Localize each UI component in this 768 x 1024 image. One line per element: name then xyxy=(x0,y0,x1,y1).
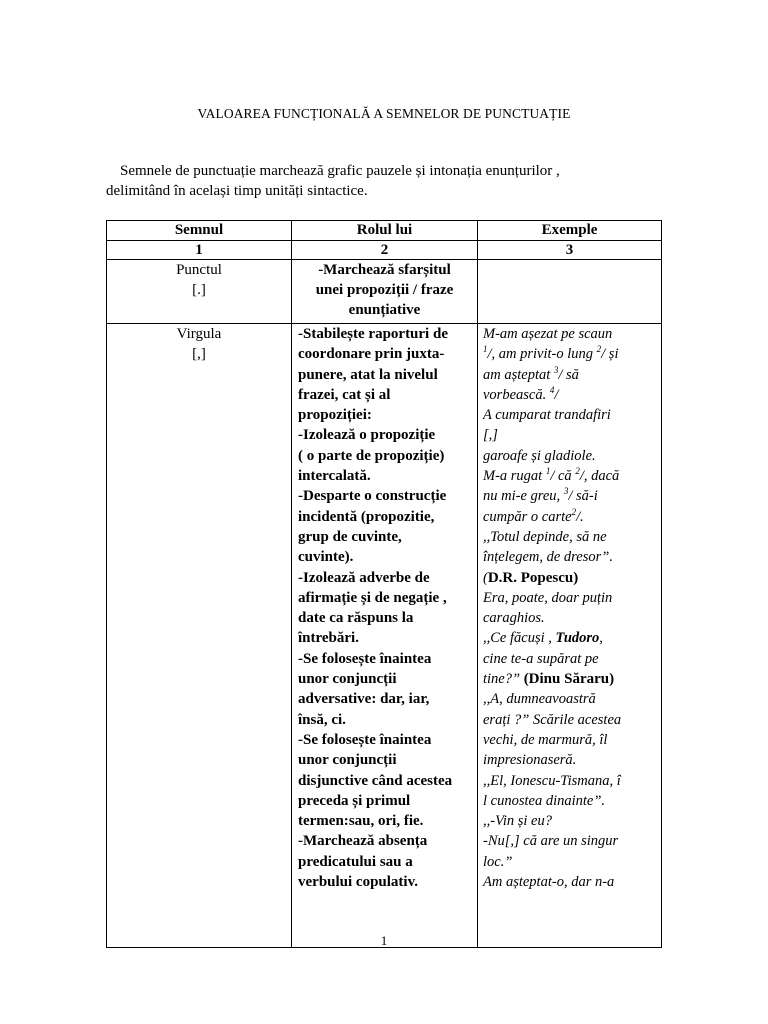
role-line: -Marchează absența xyxy=(298,833,428,850)
role-line: -Se folosește înaintea xyxy=(298,650,432,667)
example-line: Era, poate, doar puțin xyxy=(483,589,613,606)
example-line: cine te-a supărat pe xyxy=(483,650,599,667)
page-number: 1 xyxy=(380,933,388,948)
role-text: adversative: xyxy=(298,691,381,708)
role-line: unor conjuncții xyxy=(298,752,397,769)
example-line: loc.” xyxy=(483,853,513,870)
example-line: garoafe și gladiole. xyxy=(483,447,596,464)
role-line: disjunctive când acestea xyxy=(298,772,453,789)
role-line xyxy=(298,689,477,709)
role-line: date ca răspuns la xyxy=(298,610,414,627)
example-line: ,,El, Ionescu-Tismana, î xyxy=(483,772,621,789)
example-line: (D.R. Popescu) xyxy=(483,569,579,586)
role-line: -Se folosește înaintea xyxy=(298,731,432,748)
example-line: înțelegem, de dresor”. xyxy=(483,549,613,566)
conjunction-list: sau, ori, fie. xyxy=(348,813,424,830)
sign-symbol-punctul: [.] xyxy=(192,282,206,298)
example-line: caraghios. xyxy=(483,610,545,627)
header-exemple: Exemple xyxy=(478,221,662,241)
example-line: ,,-Vin și eu? xyxy=(483,813,552,830)
example-line: vechi, de marmură, îl xyxy=(483,731,608,748)
example-line: erați ?” Scările acestea xyxy=(483,711,622,728)
role-line: incidentă (propozitie, xyxy=(298,508,435,525)
quote-author: (Dinu Săraru) xyxy=(523,671,615,688)
column-number-3: 3 xyxy=(478,241,662,260)
example-line: tine?” (Dinu Săraru) xyxy=(483,671,615,688)
intro-line-1: Semnele de punctuație marchează grafic pauzele și intonația enunțurilor , xyxy=(120,163,560,179)
quote-author: D.R. Popescu) xyxy=(487,569,579,586)
role-line: unor conjuncții xyxy=(298,671,397,688)
example-line: impresionaseră. xyxy=(483,752,577,769)
example-line: Am așteptat-o, dar n-a xyxy=(483,874,615,891)
example-line: am așteptat $^3$/ să xyxy=(483,364,579,383)
example-line: l cunostea dinainte”. xyxy=(483,792,606,809)
example-cell-punctul xyxy=(478,260,662,324)
example-line: M-a rugat $^1$/ că $^2$/, dacă xyxy=(483,466,620,485)
column-number-1: 1 xyxy=(107,241,292,260)
document-title: VALOAREA FUNCȚIONALĂ A SEMNELOR DE PUNCTUAȚIE xyxy=(197,106,571,121)
example-line: vorbească. $^4$/ xyxy=(483,385,559,403)
role-line: grup de cuvinte, xyxy=(298,528,402,545)
table-row-virgula xyxy=(107,324,662,948)
header-row xyxy=(107,221,662,241)
table-row-punctul xyxy=(107,260,662,324)
role-line: -Stabilește raporturi de xyxy=(298,326,448,342)
role-line: -Desparte o construcție xyxy=(298,488,447,505)
role-line: intercalată. xyxy=(298,468,371,485)
role-line: -Izolează o propoziție xyxy=(298,427,436,444)
example-line: ,,A, dumneavoastră xyxy=(483,691,596,708)
sign-cell-punctul xyxy=(107,260,292,324)
example-line: A cumparat trandafiri xyxy=(483,407,611,424)
role-line: punere, atat la nivelul xyxy=(298,366,438,383)
column-number-2: 2 xyxy=(292,241,478,260)
role-line: verbului copulativ. xyxy=(298,874,419,891)
role-line: însă, ci. xyxy=(298,711,346,728)
header-semnul: Semnul xyxy=(107,221,292,241)
role-line: propoziției: xyxy=(298,407,372,424)
punctuation-table xyxy=(106,220,662,948)
emphasized-word: Tudoro xyxy=(555,630,600,647)
number-row xyxy=(107,241,662,260)
example-line: cumpăr o carte$^2$/. xyxy=(483,506,584,525)
role-line: frazei, cat și al xyxy=(298,386,391,403)
role-line: unei propoziții / fraze xyxy=(315,282,454,298)
example-line: [,] xyxy=(483,427,498,444)
role-line: cuvinte). xyxy=(298,549,354,566)
role-cell-virgula xyxy=(292,324,478,948)
intro-paragraph xyxy=(100,161,660,201)
role-line: predicatului sau a xyxy=(298,853,413,870)
example-line: $^1$/, am privit-o lung $^2$/ și xyxy=(483,344,619,363)
role-line: -Marchează sfarșitul xyxy=(318,262,451,278)
sign-cell-virgula xyxy=(107,324,292,948)
role-text: termen: xyxy=(298,813,349,830)
role-line: întrebări. xyxy=(298,630,359,647)
example-line: nu mi-e greu, $^3$/ să-i xyxy=(483,486,598,505)
role-line: preceda și primul xyxy=(298,792,411,809)
role-line: ( o parte de propoziție) xyxy=(298,447,445,464)
role-cell-punctul xyxy=(292,260,478,324)
sign-name-virgula: Virgula xyxy=(176,326,222,342)
sign-name-punctul: Punctul xyxy=(176,262,222,278)
role-line: enunțiative xyxy=(348,302,421,318)
sign-symbol-virgula: [,] xyxy=(192,346,206,362)
conjunction-list: dar, iar, xyxy=(380,691,430,708)
example-line: ,,Totul depinde, să ne xyxy=(483,528,607,545)
role-line xyxy=(298,811,477,831)
example-line: M-am așezat pe scaun xyxy=(483,326,613,342)
example-cell-virgula xyxy=(478,324,662,948)
header-rolul: Rolul lui xyxy=(292,221,478,241)
example-line: -Nu[,] că are un singur xyxy=(483,833,619,850)
role-line: -Izolează adverbe de xyxy=(298,569,430,586)
example-line: ,,Ce făcuși , Tudoro, xyxy=(483,630,603,647)
role-line: afirmație și de negație , xyxy=(298,589,447,606)
intro-line-2: delimitând în același timp unități sintactice. xyxy=(106,183,368,199)
role-line: coordonare prin juxta- xyxy=(298,346,445,363)
